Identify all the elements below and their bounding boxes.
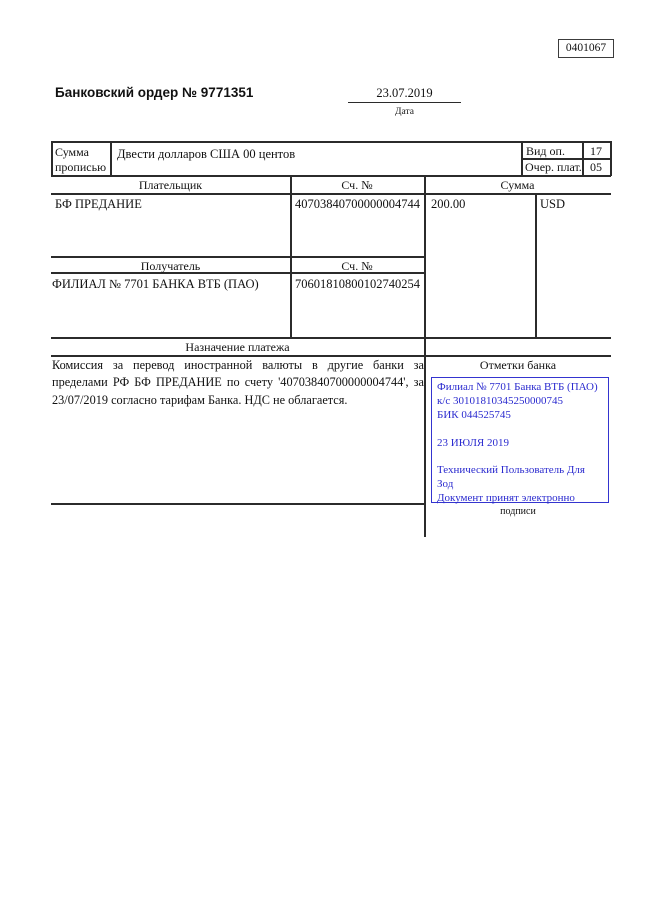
stamp-corr-account: к/с 30101810345250000745	[437, 394, 564, 407]
sum-column-label: Сумма	[500, 178, 535, 192]
currency-divider	[535, 193, 537, 337]
payer-account-label: Сч. №	[341, 178, 373, 192]
table-border-top	[51, 141, 611, 143]
stamp-bik: БИК 044525745	[437, 408, 511, 421]
payee-account-label: Сч. №	[341, 259, 373, 273]
op-type-value: 17	[590, 144, 602, 158]
priority-value: 05	[590, 160, 602, 174]
stamp-accepted-note: Документ принят электронно	[437, 492, 575, 505]
payee-name: ФИЛИАЛ № 7701 БАНКА ВТБ (ПАО)	[52, 277, 259, 291]
amount-row-bottom-line	[51, 175, 611, 177]
sum-column-divider	[424, 175, 426, 537]
amount-label-divider	[110, 141, 112, 176]
bank-electronic-stamp	[431, 377, 609, 503]
payee-header-top-line	[51, 256, 424, 258]
payment-sum-value: 200.00	[431, 197, 466, 211]
op-type-left-border	[521, 141, 523, 176]
payer-section-label: Плательщик	[138, 178, 203, 192]
document-title: Банковский ордер № 9771351	[55, 85, 254, 100]
purpose-section-bottom-line	[51, 503, 425, 505]
date-label: Дата	[395, 107, 414, 117]
signatures-label: подписи	[500, 506, 536, 517]
payer-name: БФ ПРЕДАНИЕ	[55, 197, 142, 211]
form-code-box: 0401067	[558, 39, 614, 58]
payer-header-bottom-line	[51, 193, 611, 195]
account-column-divider	[290, 175, 292, 337]
amount-row-right-border	[610, 141, 612, 176]
payer-account-number: 40703840700000004744	[295, 197, 420, 211]
purpose-header-top-line	[51, 337, 611, 339]
amount-in-words: Двести долларов США 00 центов	[117, 147, 296, 161]
payee-account-number: 70601810800102740254	[295, 277, 420, 291]
stamp-date: 23 ИЮЛЯ 2019	[437, 436, 509, 449]
stamp-branch-name: Филиал № 7701 Банка ВТБ (ПАО)	[437, 381, 598, 393]
purpose-section-label: Назначение платежа	[185, 340, 290, 354]
payee-section-label: Получатель	[140, 259, 201, 273]
priority-label: Очер. плат.	[525, 160, 582, 174]
sum-in-words-label: Сумма прописью	[55, 145, 107, 174]
payment-purpose-text: Комиссия за перевод иностранной валюты в другие банки за пределами РФ БФ ПРЕДАНИЕ по счету '40703840700000004744', за 23/07/2019 согласно тарифам Банка. НДС не облагается.	[52, 358, 424, 407]
document-date: 23.07.2019	[348, 86, 461, 103]
amount-row-left-border	[51, 141, 53, 176]
bank-marks-section-label: Отметки банка	[479, 358, 557, 372]
payment-currency: USD	[540, 197, 566, 211]
op-type-label: Вид оп.	[526, 144, 565, 158]
stamp-operator: Технический Пользователь Для Зод	[437, 464, 585, 491]
